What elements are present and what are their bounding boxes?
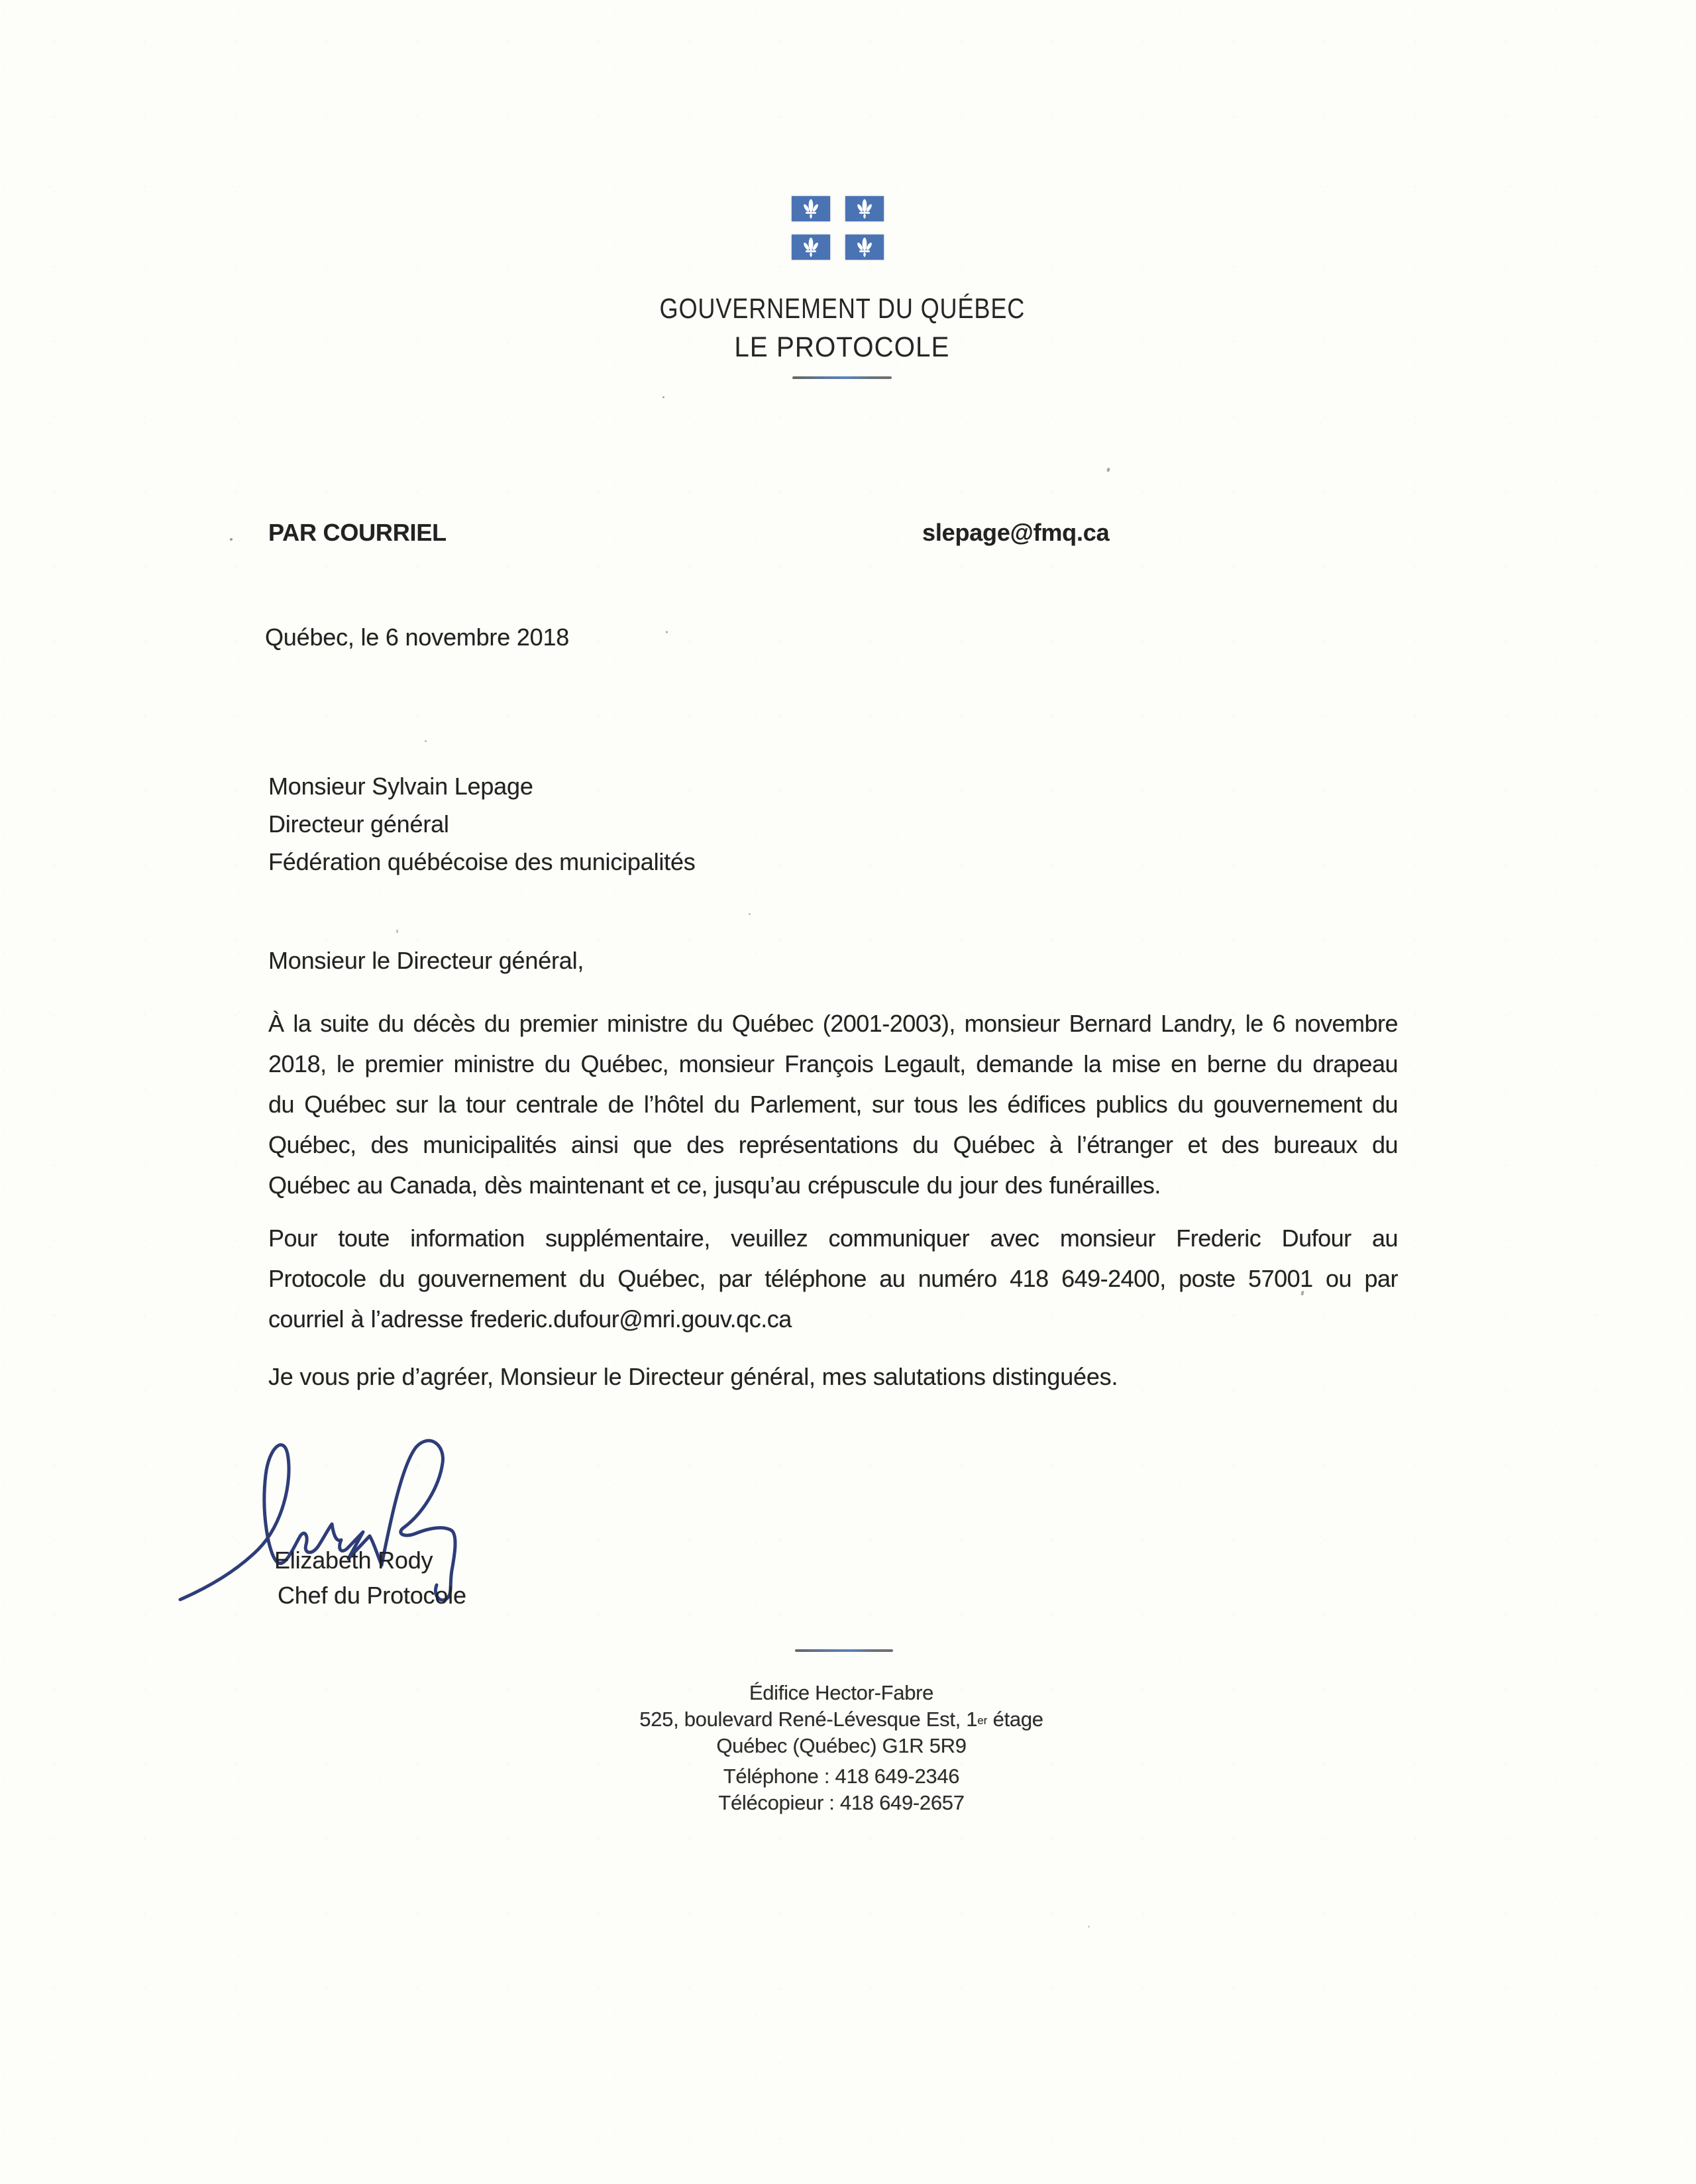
footer-fax: Télécopieur : 418 649-2657 — [718, 1791, 965, 1814]
body-line: 2018, le premier ministre du Québec, monsieur François Legault, demande la mise en berne du drapeau — [268, 1050, 1398, 1077]
fleur-de-lis-icon — [856, 198, 873, 219]
body-line: du Québec sur la tour centrale de l’hôtel du Parlement, sur tous les édifices publics du gouvernement du — [268, 1091, 1398, 1118]
scan-speck — [230, 538, 233, 541]
body-paragraph-2 — [268, 1218, 1398, 1339]
delivery-method-label: PAR COURRIEL — [268, 519, 447, 546]
body-line: courriel à l’adresse frederic.dufour@mri.gouv.qc.ca — [268, 1305, 792, 1333]
footer-address-block — [0, 1680, 1683, 1816]
scan-speck — [662, 396, 664, 398]
footer-address — [0, 1706, 1683, 1733]
scan-speck — [749, 913, 751, 915]
body-line: Québec au Canada, dès maintenant et ce, jusqu’au crépuscule du jour des funérailles. — [268, 1172, 1161, 1199]
footer-city: Québec (Québec) G1R 5R9 — [716, 1734, 967, 1757]
recipient-name: Monsieur Sylvain Lepage — [268, 773, 533, 800]
footer-address-suffix: étage — [987, 1708, 1043, 1731]
body-line: À la suite du décès du premier ministre du Québec (2001-2003), monsieur Bernard Landry, le 6 novembre — [268, 1010, 1398, 1037]
body-line: Protocole du gouvernement du Québec, par téléphone au numéro 418 649-2400, poste 57001 ou par — [268, 1265, 1398, 1292]
closing-line: Je vous prie d’agréer, Monsieur le Directeur général, mes salutations distinguées. — [268, 1363, 1118, 1390]
scan-speck — [666, 631, 668, 633]
recipient-organization: Fédération québécoise des municipalités — [268, 848, 696, 875]
dept-name: LE PROTOCOLE — [734, 331, 950, 363]
signer-title: Chef du Protocole — [278, 1582, 466, 1609]
salutation: Monsieur le Directeur général, — [268, 947, 584, 974]
flag-quarter — [845, 196, 884, 221]
letterhead-divider — [792, 376, 892, 379]
quebec-flag-logo — [792, 196, 885, 261]
scan-speck — [425, 740, 427, 742]
fleur-de-lis-icon — [802, 237, 820, 258]
footer-building: Édifice Hector-Fabre — [749, 1681, 934, 1704]
signature-block — [274, 1543, 871, 1613]
signer-name: Elizabeth Rody — [274, 1547, 433, 1574]
scan-speck — [1106, 467, 1110, 472]
footer-address-superscript: er — [977, 1714, 988, 1727]
footer-address-text: 525, boulevard René-Lévesque Est, 1 — [639, 1708, 978, 1731]
org-name: GOUVERNEMENT DU QUÉBEC — [659, 293, 1025, 325]
scan-speck — [1088, 1926, 1090, 1928]
footer-phone: Téléphone : 418 649-2346 — [723, 1765, 960, 1788]
recipient-email: slepage@fmq.ca — [922, 519, 1110, 546]
recipient-title: Directeur général — [268, 810, 449, 838]
body-line: Pour toute information supplémentaire, veuillez communiquer avec monsieur Frederic Dufour au — [268, 1225, 1398, 1252]
footer-divider — [795, 1649, 893, 1652]
flag-quarter — [792, 235, 830, 260]
dateline: Québec, le 6 novembre 2018 — [265, 624, 570, 651]
body-paragraph-1 — [268, 1003, 1398, 1205]
body-line: Québec, des municipalités ainsi que des représentations du Québec à l’étranger et des bureaux du — [268, 1131, 1398, 1158]
recipient-block — [268, 767, 1398, 881]
flag-quarter — [792, 196, 830, 221]
fleur-de-lis-icon — [802, 198, 820, 219]
scan-speck — [396, 930, 398, 933]
fleur-de-lis-icon — [856, 237, 873, 258]
flag-quarter — [845, 235, 884, 260]
